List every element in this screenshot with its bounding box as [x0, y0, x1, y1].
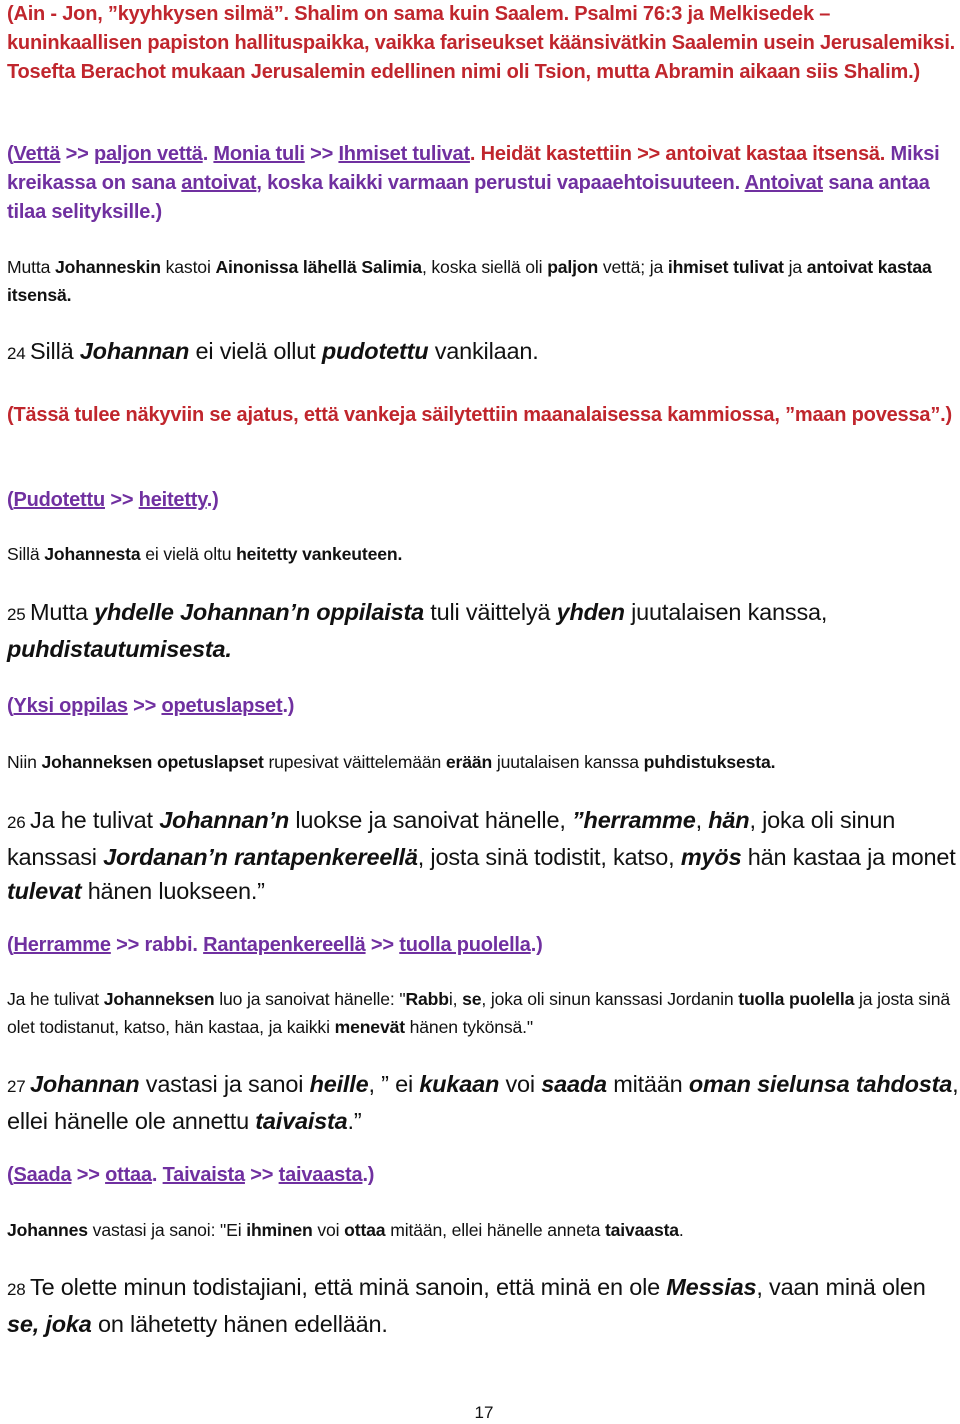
text-run: ihmiset tulivat — [667, 257, 784, 277]
verse-paragraph — [7, 1067, 959, 1138]
text-run: ( — [7, 143, 14, 165]
commentary-paragraph — [7, 486, 959, 515]
text-run: i, — [448, 989, 463, 1009]
text-run: heitetty — [138, 489, 207, 511]
text-run: >> — [127, 695, 162, 717]
commentary-paragraph — [7, 931, 959, 960]
text-run: heitetty vankeuteen. — [236, 544, 403, 564]
text-run: Johanneksen — [103, 989, 215, 1009]
text-run: ”herramme — [571, 807, 696, 833]
text-run: paljon vettä — [93, 143, 203, 165]
text-run: (Tässä tulee näkyviin se ajatus, että vankeja säilytettiin maanalaisessa kammiossa, ”maan povessa”.) — [7, 404, 952, 426]
translation-paragraph — [7, 748, 959, 776]
text-run: voi — [312, 1220, 345, 1240]
commentary-paragraph — [7, 1161, 959, 1190]
text-run: pudotettu — [321, 338, 429, 364]
verse-number: 26 — [7, 813, 31, 832]
text-run: puhdistautumisesta. — [7, 636, 232, 662]
text-run: Rantapenkereellä — [203, 934, 366, 956]
verse-paragraph — [7, 1270, 959, 1341]
text-run: Antoivat — [744, 172, 823, 194]
text-run: yhden — [556, 599, 625, 625]
text-run: Miksi kreikassa on sana — [7, 143, 940, 194]
text-run: paljon — [547, 257, 599, 277]
commentary-paragraph — [7, 401, 959, 430]
text-run: hänen tykönsä." — [404, 1017, 533, 1037]
text-run: mitään, ellei hänelle anneta — [385, 1220, 605, 1240]
text-run: se — [462, 989, 482, 1009]
text-run: vettä; ja — [598, 257, 668, 277]
text-run: Pudotettu — [13, 489, 105, 511]
text-run: Ja he tulivat — [30, 807, 160, 833]
text-run: Saada — [13, 1164, 72, 1186]
verse-number: 25 — [7, 605, 31, 624]
text-run: Jordanan’n rantapenkereellä — [103, 844, 418, 870]
text-run: ja — [783, 257, 807, 277]
text-run: Monia tuli — [213, 143, 305, 165]
text-run: ottaa — [344, 1220, 386, 1240]
text-run: tuolla puolella — [738, 989, 855, 1009]
text-run: yhdelle Johannan’n oppilaista — [94, 599, 424, 625]
text-run: saada — [541, 1071, 607, 1097]
text-run: vankilaan. — [428, 338, 539, 364]
text-run: luokse ja sanoivat hänelle, — [289, 807, 572, 833]
verse-number: 24 — [7, 344, 31, 363]
text-run: Niin — [7, 752, 42, 772]
text-run: Vettä — [13, 143, 61, 165]
text-run: Johannan’n — [159, 807, 290, 833]
text-run: Te olette minun todistajiani, että minä sanoin, että minä en ole — [30, 1274, 667, 1300]
text-run: tuli väittelyä — [423, 599, 557, 625]
text-run: , joka oli sinun kanssasi — [7, 807, 896, 870]
text-run: ( — [7, 489, 14, 511]
text-run: mitään — [606, 1071, 689, 1097]
text-run: Johannan — [30, 1071, 140, 1097]
text-run: ( — [7, 1164, 14, 1186]
text-run: heille — [309, 1071, 369, 1097]
text-run: Taivaista — [162, 1164, 245, 1186]
text-run: , josta sinä todistit, katso, — [417, 844, 681, 870]
text-run: ( — [7, 934, 14, 956]
text-run: . — [678, 1220, 684, 1240]
text-run: . — [151, 1164, 163, 1186]
text-run: ja josta sinä olet todistanut, katso, hän kastaa, ja kaikki — [7, 989, 950, 1037]
commentary-paragraph — [7, 692, 959, 721]
verse-paragraph — [7, 803, 959, 908]
translation-paragraph — [7, 540, 959, 568]
text-run: ottaa — [105, 1164, 152, 1186]
text-run: Mutta — [30, 599, 95, 625]
text-run: Herramme — [13, 934, 111, 956]
text-run: , — [695, 807, 709, 833]
verse-number: 27 — [7, 1077, 31, 1096]
text-run: ihminen — [246, 1220, 313, 1240]
text-run: hän kastaa ja monet — [741, 844, 956, 870]
text-run: >> rabbi. — [110, 934, 204, 956]
text-run: tulevat — [7, 878, 82, 904]
text-run: Johanneksen opetuslapset — [41, 752, 264, 772]
text-run: ( — [7, 695, 14, 717]
text-run: Johannes — [7, 1220, 88, 1240]
text-run: .) — [362, 1164, 375, 1186]
verse-paragraph — [7, 334, 959, 371]
text-run: , koska kaikki varmaan perustui vapaaehtoisuuteen. — [256, 172, 745, 194]
translation-paragraph — [7, 985, 959, 1041]
text-run: taivaista — [255, 1108, 348, 1134]
text-run: ei vielä ollut — [189, 338, 322, 364]
text-run: taivaasta — [604, 1220, 679, 1240]
text-run: sana antaa tilaa selityksille.) — [7, 172, 930, 223]
text-run: ei vielä oltu — [140, 544, 237, 564]
text-run: oman sielunsa tahdosta — [688, 1071, 953, 1097]
text-run: , koska siellä oli — [421, 257, 548, 277]
text-run: hänen luokseen.” — [81, 878, 265, 904]
text-run: myös — [680, 844, 742, 870]
text-run: >> — [365, 934, 400, 956]
text-run: se, joka — [7, 1311, 92, 1337]
text-run: kastoi — [160, 257, 216, 277]
commentary-paragraph — [7, 140, 959, 227]
text-run: Ja he tulivat — [7, 989, 104, 1009]
text-run: Ainonissa lähellä Salimia — [215, 257, 422, 277]
commentary-paragraph — [7, 0, 959, 87]
text-run: rupesivat väittelemään — [263, 752, 446, 772]
text-run: vastasi ja sanoi: "Ei — [87, 1220, 247, 1240]
page-number: 17 — [474, 1403, 494, 1422]
text-run: kukaan — [419, 1071, 500, 1097]
text-run: voi — [499, 1071, 542, 1097]
text-run: . — [469, 143, 481, 165]
text-run: Sillä — [30, 338, 80, 364]
text-run: menevät — [334, 1017, 405, 1037]
text-run: antoivat kastaa itsensä. — [7, 257, 932, 305]
text-run: , vaan minä olen — [756, 1274, 926, 1300]
text-run: (Ain - Jon, ”kyyhkysen silmä”. Shalim on sama kuin Saalem. Psalmi 76:3 ja Melkisedek – kuninkaallisen papiston hallituspaikka, vaikka fariseukset käänsivätkin Saalemin usein Jerusalemiksi. Tosefta Berachot mukaan Jerusalemin edellinen nimi oli Tsion, mutta Abramin aikaan siis Shalim.) — [7, 3, 956, 83]
text-run: puhdistuksesta. — [643, 752, 776, 772]
verse-paragraph — [7, 595, 959, 666]
text-run: erään — [445, 752, 493, 772]
translation-paragraph — [7, 253, 959, 309]
text-run: , ellei hänelle ole annettu — [7, 1071, 959, 1134]
text-run: .) — [282, 695, 295, 717]
text-run: Ihmiset tulivat — [338, 143, 470, 165]
text-run: Messias — [666, 1274, 757, 1300]
text-run: Johanneskin — [55, 257, 161, 277]
text-run: Johannesta — [44, 544, 141, 564]
text-run: juutalaisen kanssa, — [624, 599, 828, 625]
text-run: , ” ei — [368, 1071, 420, 1097]
text-run: Johannan — [79, 338, 190, 364]
text-run: juutalaisen kanssa — [492, 752, 644, 772]
text-run: Rabb — [405, 989, 449, 1009]
text-run: taivaasta — [278, 1164, 363, 1186]
text-run: >> — [60, 143, 94, 165]
text-run: Sillä — [7, 544, 45, 564]
text-run: >> — [104, 489, 139, 511]
text-run: , joka oli sinun kanssasi Jordanin — [481, 989, 739, 1009]
verse-number: 28 — [7, 1280, 31, 1299]
text-run: >> — [244, 1164, 279, 1186]
text-run: Yksi oppilas — [13, 695, 128, 717]
text-run: Heidät kastettiin >> antoivat kastaa itsensä. — [480, 143, 891, 165]
text-run: on lähetetty hänen edellään. — [91, 1311, 388, 1337]
text-run: Mutta — [7, 257, 55, 277]
text-run: .) — [530, 934, 543, 956]
text-run: tuolla puolella — [399, 934, 531, 956]
text-run: vastasi ja sanoi — [139, 1071, 310, 1097]
text-run: .” — [347, 1108, 362, 1134]
text-run: .) — [206, 489, 219, 511]
translation-paragraph — [7, 1216, 959, 1244]
text-run: luo ja sanoivat hänelle: " — [214, 989, 406, 1009]
text-run: hän — [708, 807, 750, 833]
text-run: opetuslapset — [161, 695, 283, 717]
text-run: antoivat — [181, 172, 257, 194]
text-run: >> — [71, 1164, 106, 1186]
text-run: . — [202, 143, 214, 165]
text-run: >> — [304, 143, 339, 165]
